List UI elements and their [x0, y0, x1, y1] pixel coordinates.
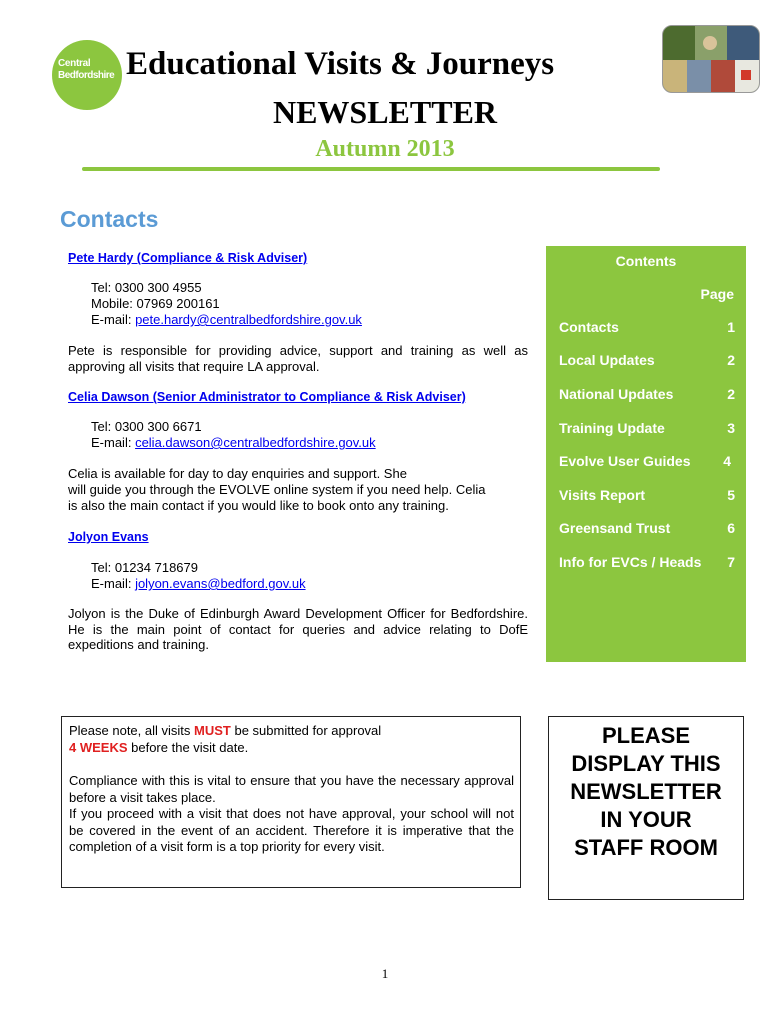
contents-item-national-updates[interactable]: [559, 386, 735, 402]
contacts-heading: Contacts: [60, 206, 159, 232]
contents-item-page: 2: [727, 386, 735, 402]
contents-item-page: 3: [727, 420, 735, 436]
note-warning-paragraph: If you proceed with a visit that does not have approval, your school will not be covered in the event of an accident. Therefore it is imperative that the completion of a visit form is a top priority for every visit.: [69, 806, 514, 854]
note-must: MUST: [194, 723, 231, 738]
jolyon-email-line: [91, 576, 306, 592]
contents-item-page: 1: [727, 319, 735, 335]
celia-email-link[interactable]: celia.dawson@centralbedfordshire.gov.uk: [135, 435, 376, 450]
approval-note-box: [61, 716, 521, 888]
contents-item-label: Local Updates: [559, 352, 655, 368]
contact-name-celia-dawson[interactable]: Celia Dawson (Senior Administrator to Compliance & Risk Adviser): [68, 390, 466, 404]
jolyon-tel: Tel: 01234 718679: [91, 560, 198, 575]
pete-email-label: E-mail:: [91, 312, 136, 327]
photo-collage-image: [662, 25, 760, 93]
contents-item-page: 5: [727, 487, 735, 503]
jolyon-description: Jolyon is the Duke of Edinburgh Award Development Officer for Bedfordshire. He is the main point of contact for queries and advice relating to DofE expeditions and training.: [68, 606, 528, 652]
pete-description: Pete is responsible for providing advice, support and training as well as approving all visits that require LA approval.: [68, 343, 528, 374]
display-line: IN YOUR: [600, 807, 692, 832]
contents-item-contacts[interactable]: [559, 319, 735, 335]
jolyon-email-label: E-mail:: [91, 576, 136, 591]
display-line: STAFF ROOM: [574, 835, 718, 860]
note-line1-end: be submitted for approval: [230, 723, 382, 738]
jolyon-email-link[interactable]: jolyon.evans@bedford.gov.uk: [135, 576, 306, 591]
note-line1: [69, 723, 514, 740]
contents-item-evolve-user-guides[interactable]: [559, 453, 731, 469]
approval-note-text: [69, 723, 514, 856]
celia-email-line: [91, 435, 376, 451]
contents-item-label: Info for EVCs / Heads: [559, 554, 702, 570]
page-number: 1: [381, 966, 389, 981]
note-weeks: 4 WEEKS: [69, 739, 128, 755]
celia-email-label: E-mail:: [91, 435, 136, 450]
pete-tel: Tel: 0300 300 4955: [91, 280, 202, 295]
contents-item-label: Visits Report: [559, 487, 646, 503]
contents-item-page: 2: [727, 352, 735, 368]
pete-email-line: [91, 312, 362, 328]
contents-item-label: Training Update: [559, 420, 665, 436]
note-line2-end: before the visit date.: [127, 739, 249, 755]
celia-description-line2: will guide you through the EVOLVE online system if you need help. Celia: [68, 482, 486, 497]
contact-name-jolyon-evans[interactable]: Jolyon Evans: [68, 530, 149, 544]
celia-tel: Tel: 0300 300 6671: [91, 419, 202, 434]
display-line: NEWSLETTER: [570, 779, 722, 804]
contact-name-pete-hardy[interactable]: Pete Hardy (Compliance & Risk Adviser): [68, 251, 308, 265]
contents-item-page: 7: [727, 554, 735, 570]
display-notice-text: [549, 722, 743, 862]
contents-title: Contents: [615, 253, 677, 269]
contents-item-page: 6: [727, 520, 735, 536]
display-notice-box: [548, 716, 744, 900]
display-line: DISPLAY THIS: [571, 751, 721, 776]
logo-text-central: Central: [58, 58, 91, 69]
contents-item-training-update[interactable]: [559, 420, 735, 436]
contents-item-label: Contacts: [559, 319, 619, 335]
logo-text-bedfordshire: Bedfordshire: [58, 70, 115, 81]
pete-mobile: Mobile: 07969 200161: [91, 296, 220, 311]
contents-item-greensand-trust[interactable]: [559, 520, 735, 536]
contents-item-label: National Updates: [559, 386, 674, 402]
contents-item-local-updates[interactable]: [559, 352, 735, 368]
contents-item-page: 4: [723, 453, 731, 469]
contents-item-label: Evolve User Guides: [559, 453, 691, 469]
header-divider: [82, 167, 660, 171]
contents-item-label: Greensand Trust: [559, 520, 671, 536]
contents-item-info-for-evcs-heads[interactable]: [559, 554, 735, 570]
display-line: PLEASE: [601, 723, 691, 748]
newsletter-title: Educational Visits & Journeys: [126, 46, 555, 82]
newsletter-season: Autumn 2013: [315, 136, 455, 162]
contents-box: [546, 246, 746, 662]
celia-description-line3: is also the main contact if you would like to book onto any training.: [68, 498, 449, 513]
pete-email-link[interactable]: pete.hardy@centralbedfordshire.gov.uk: [135, 312, 362, 327]
celia-description-line1: Celia is available for day to day enquiries and support. She: [68, 466, 407, 481]
contents-item-visits-report[interactable]: [559, 487, 735, 503]
note-line1-start: Please note, all visits: [69, 723, 195, 738]
note-line2: [69, 740, 514, 757]
contents-page-label: Page: [700, 286, 734, 302]
newsletter-heading: NEWSLETTER: [272, 94, 498, 130]
note-compliance-paragraph: Compliance with this is vital to ensure that you have the necessary approval before a visit takes place.: [69, 773, 514, 805]
